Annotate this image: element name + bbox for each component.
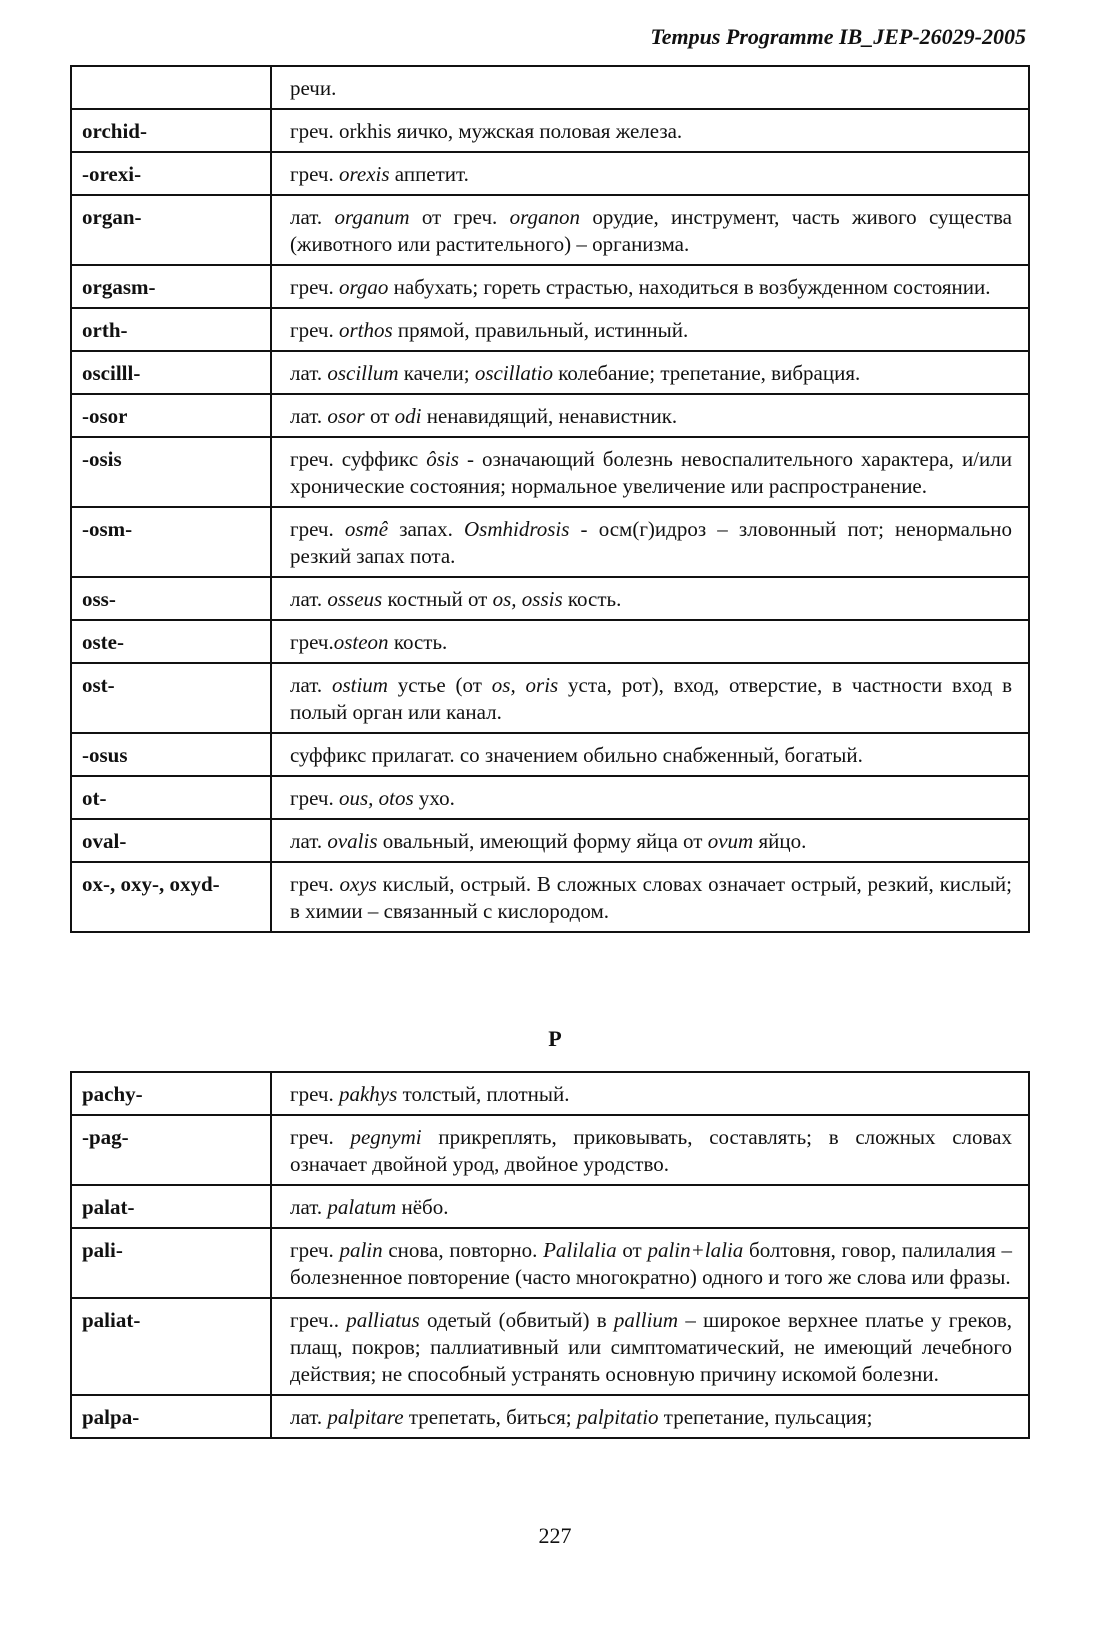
definition-segment: толстый, плотный.: [397, 1082, 570, 1106]
table-row: [71, 776, 1029, 819]
definition-segment: - означающий болезнь невоспалительного характера, и/или хронические состояния; нормальное увеличение или распространение.: [290, 447, 1012, 498]
section-letter: P: [548, 1026, 562, 1051]
definition-italic-segment: palin: [339, 1238, 383, 1262]
term-cell: oscilll-: [71, 351, 271, 394]
definition-italic-segment: palliatus: [346, 1308, 420, 1332]
definition-cell: [271, 663, 1029, 733]
term-cell: oste-: [71, 620, 271, 663]
definition-italic-segment: orthos: [338, 318, 393, 342]
definition-segment: лат.: [290, 404, 328, 428]
definition-segment: запах.: [388, 517, 464, 541]
dictionary-table-p: [70, 1071, 1030, 1439]
definition-segment: ухо.: [413, 786, 455, 810]
definition-segment: от греч.: [409, 205, 510, 229]
definition-italic-segment: pallium: [613, 1308, 679, 1332]
term-cell: orchid-: [71, 109, 271, 152]
table-row: [71, 152, 1029, 195]
definition-italic-segment: ous, otos: [338, 786, 414, 810]
definition-italic-segment: osseus: [327, 587, 383, 611]
definition-segment: лат.: [290, 829, 328, 853]
definition-cell: [271, 1298, 1029, 1395]
term-cell: paliat-: [71, 1298, 271, 1395]
table-row: [71, 577, 1029, 620]
definition-segment: костный от: [382, 587, 493, 611]
term-cell: orgasm-: [71, 265, 271, 308]
term-cell: pali-: [71, 1228, 271, 1298]
definition-segment: лат.: [290, 205, 335, 229]
term-cell: pachy-: [71, 1072, 271, 1115]
dictionary-table-o: [70, 65, 1030, 933]
term-cell: -osis: [71, 437, 271, 507]
table-row: [71, 1228, 1029, 1298]
table-row: [71, 1072, 1029, 1115]
definition-cell: [271, 862, 1029, 932]
definition-segment: греч.: [290, 630, 334, 654]
definition-italic-segment: os, ossis: [492, 587, 563, 611]
definition-italic-segment: pegnymi: [350, 1125, 422, 1149]
term-cell: ox-, oxy-, oxyd-: [71, 862, 271, 932]
table-row: [71, 733, 1029, 776]
table-row: [71, 862, 1029, 932]
definition-italic-segment: palatum: [327, 1195, 397, 1219]
definition-cell: [271, 152, 1029, 195]
definition-cell: [271, 394, 1029, 437]
definition-segment: уста, рот), вход, отверстие, в частности вход в полый орган или канал.: [290, 673, 1013, 724]
definition-italic-segment: Osmhidrosis: [463, 517, 570, 541]
table-row: [71, 394, 1029, 437]
document-header: Tempus Programme IB_JEP-26029-2005: [650, 24, 1026, 49]
definition-segment: лат.: [290, 1195, 328, 1219]
definition-segment: – широкое верхнее платье у греков, плащ, покров; паллиативный или симптоматический, не имеющий лечебного действия; не способный устранять основную причину искомой болезни.: [290, 1308, 1012, 1386]
definition-italic-segment: oscillum: [327, 361, 399, 385]
term-cell: ost-: [71, 663, 271, 733]
definition-italic-segment: palpitare: [327, 1405, 404, 1429]
definition-italic-segment: pakhys: [338, 1082, 398, 1106]
definition-italic-segment: Palilalia: [543, 1238, 617, 1262]
definition-italic-segment: oscillatio: [474, 361, 554, 385]
definition-italic-segment: palpitatio: [576, 1405, 659, 1429]
definition-italic-segment: palin+lalia: [647, 1238, 744, 1262]
table-row: [71, 195, 1029, 265]
definition-cell: [271, 308, 1029, 351]
definition-cell: [271, 195, 1029, 265]
definition-segment: лат.: [290, 673, 332, 697]
table-row: [71, 308, 1029, 351]
definition-segment: трепетать, биться;: [403, 1405, 577, 1429]
table-row: [71, 66, 1029, 109]
definition-cell: [271, 1185, 1029, 1228]
definition-segment: греч.: [290, 517, 345, 541]
definition-cell: [271, 733, 1029, 776]
term-cell: palpa-: [71, 1395, 271, 1438]
definition-segment: греч.: [290, 1082, 339, 1106]
definition-segment: лат.: [290, 1405, 328, 1429]
definition-segment: лат.: [290, 587, 328, 611]
definition-segment: снова, повторно.: [382, 1238, 544, 1262]
definition-cell: [271, 1395, 1029, 1438]
definition-segment: орудие, инструмент, часть живого существа (животного или растительного) – организма.: [290, 205, 1012, 256]
definition-segment: кость.: [388, 630, 448, 654]
definition-italic-segment: ovum: [707, 829, 754, 853]
definition-italic-segment: orexis: [338, 162, 390, 186]
definition-segment: колебание; трепетание, вибрация.: [553, 361, 861, 385]
definition-segment: от: [616, 1238, 648, 1262]
definition-italic-segment: oxys: [339, 872, 377, 896]
definition-cell: [271, 109, 1029, 152]
definition-italic-segment: odi: [394, 404, 422, 428]
term-cell: orth-: [71, 308, 271, 351]
definition-italic-segment: ovalis: [327, 829, 378, 853]
definition-segment: набухать; гореть страстью, находиться в возбужденном состоянии.: [388, 275, 991, 299]
term-cell: -osor: [71, 394, 271, 437]
table-row: [71, 351, 1029, 394]
definition-cell: [271, 1115, 1029, 1185]
term-cell: -pag-: [71, 1115, 271, 1185]
term-cell: oval-: [71, 819, 271, 862]
page-number: 227: [538, 1523, 572, 1548]
definition-segment: греч.: [290, 872, 340, 896]
definition-cell: [271, 351, 1029, 394]
table-row: [71, 620, 1029, 663]
definition-segment: греч.: [290, 318, 339, 342]
table-row: [71, 1185, 1029, 1228]
table-row: [71, 507, 1029, 577]
definition-segment: греч. суффикс: [290, 447, 427, 471]
definition-italic-segment: organum: [334, 205, 410, 229]
definition-segment: кость.: [562, 587, 622, 611]
definition-segment: овальный, имеющий форму яйца от: [377, 829, 708, 853]
definition-segment: речи.: [290, 76, 337, 100]
definition-cell: [271, 1228, 1029, 1298]
term-cell: organ-: [71, 195, 271, 265]
table-row: [71, 437, 1029, 507]
definition-cell: [271, 265, 1029, 308]
definition-cell: [271, 437, 1029, 507]
definition-italic-segment: osor: [327, 404, 365, 428]
definition-segment: греч.: [290, 1125, 351, 1149]
table-row: [71, 819, 1029, 862]
definition-segment: греч. orkhis яичко, мужская половая железа.: [290, 119, 683, 143]
definition-cell: [271, 620, 1029, 663]
definition-segment: аппетит.: [389, 162, 469, 186]
table-row: [71, 1115, 1029, 1185]
term-cell: oss-: [71, 577, 271, 620]
definition-italic-segment: os, oris: [491, 673, 559, 697]
definition-cell: [271, 66, 1029, 109]
term-cell: ot-: [71, 776, 271, 819]
definition-italic-segment: osteon: [333, 630, 389, 654]
term-cell: [71, 66, 271, 109]
term-cell: -osus: [71, 733, 271, 776]
definition-segment: лат.: [290, 361, 328, 385]
term-cell: -osm-: [71, 507, 271, 577]
definition-segment: одетый (обвитый) в: [419, 1308, 614, 1332]
table-row: [71, 663, 1029, 733]
definition-segment: яйцо.: [753, 829, 807, 853]
definition-segment: устье (от: [387, 673, 492, 697]
definition-segment: - осм(г)идроз – зловонный пот; ненормально резкий запах пота.: [290, 517, 1012, 568]
definition-segment: греч..: [290, 1308, 347, 1332]
definition-segment: кислый, острый. В сложных словах означает острый, резкий, кислый; в химии – связанный с кислородом.: [290, 872, 1012, 923]
definition-italic-segment: osmê: [344, 517, 389, 541]
term-cell: palat-: [71, 1185, 271, 1228]
definition-cell: [271, 507, 1029, 577]
definition-segment: греч.: [290, 1238, 340, 1262]
term-cell: -orexi-: [71, 152, 271, 195]
definition-italic-segment: ôsis: [426, 447, 459, 471]
definition-segment: болтовня, говор, палилалия – болезненное повторение (часто многократно) одного и того же слова или фразы.: [290, 1238, 1012, 1289]
definition-italic-segment: orgao: [338, 275, 389, 299]
definition-segment: прямой, правильный, истинный.: [392, 318, 689, 342]
definition-italic-segment: organon: [509, 205, 581, 229]
definition-italic-segment: ostium: [331, 673, 388, 697]
definition-segment: ненавидящий, ненавистник.: [421, 404, 678, 428]
definition-segment: греч.: [290, 162, 339, 186]
definition-segment: трепетание, пульсация;: [658, 1405, 873, 1429]
table-row: [71, 265, 1029, 308]
definition-segment: прикреплять, приковывать, составлять; в сложных словах означает двойной урод, двойное уродство.: [290, 1125, 1012, 1176]
definition-segment: греч.: [290, 786, 339, 810]
definition-cell: [271, 776, 1029, 819]
definition-cell: [271, 819, 1029, 862]
definition-segment: греч.: [290, 275, 339, 299]
definition-segment: качели;: [398, 361, 475, 385]
definition-segment: от: [364, 404, 395, 428]
definition-cell: [271, 577, 1029, 620]
table-row: [71, 1298, 1029, 1395]
definition-segment: нёбо.: [396, 1195, 449, 1219]
table-row: [71, 1395, 1029, 1438]
definition-cell: [271, 1072, 1029, 1115]
table-row: [71, 109, 1029, 152]
definition-segment: суффикс прилагат. со значением обильно снабженный, богатый.: [290, 743, 863, 767]
